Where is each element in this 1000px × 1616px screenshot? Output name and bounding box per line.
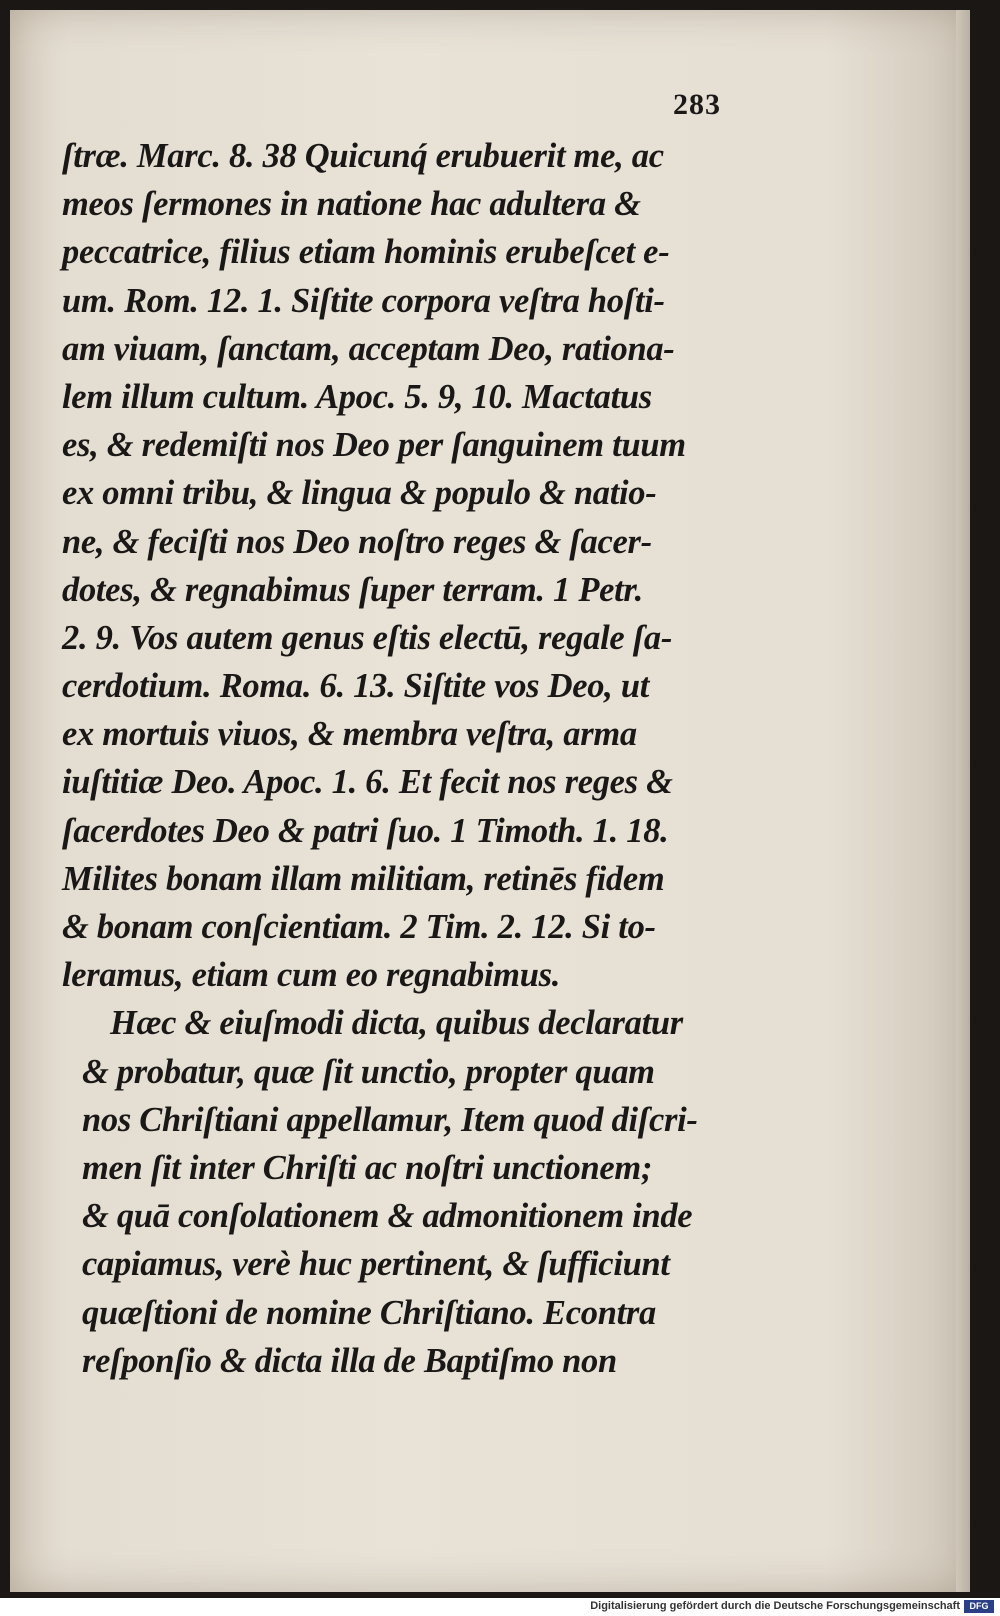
text-line: peccatrice, filius etiam hominis erubeſcet e-	[62, 233, 670, 272]
paragraph-first-line: Hæc & eiuſmodi dicta, quibus declaratur	[110, 1004, 683, 1043]
text-line: dotes, & regnabimus ſuper terram. 1 Petr.	[62, 570, 643, 609]
text-line: 2. 9. Vos autem genus eſtis electū, regale ſa-	[62, 618, 673, 657]
text-line: lem illum cultum. Apoc. 5. 9, 10. Mactatus	[62, 377, 652, 416]
dfg-logo: DFG	[964, 1600, 994, 1613]
text-line: ne, & feciſti nos Deo noſtro reges & ſacer-	[62, 522, 652, 561]
text-line: es, & redemiſti nos Deo per ſanguinem tuum	[62, 426, 686, 465]
text-line: Milites bonam illam militiam, retinēs fidem	[62, 859, 665, 898]
text-line: & probatur, quæ ſit unctio, propter quam	[82, 1052, 655, 1091]
text-line: meos ſermones in natione hac adultera &	[62, 185, 641, 224]
text-line: quæſtioni de nomine Chriſtiano. Econtra	[82, 1293, 656, 1332]
text-line: ex omni tribu, & lingua & populo & natio-	[62, 474, 657, 513]
text-line: & bonam conſcientiam. 2 Tim. 2. 12. Si to-	[62, 908, 656, 946]
text-line: reſponſio & dicta illa de Baptiſmo non	[82, 1341, 617, 1380]
text-line: men ſit inter Chriſti ac noſtri unctionem;	[82, 1148, 653, 1187]
text-line: capiamus, verè huc pertinent, & ſufficiunt	[82, 1245, 670, 1284]
text-line: leramus, etiam cum eo regnabimus.	[62, 956, 561, 995]
funding-credit: Digitalisierung gefördert durch die Deutsche Forschungsgemeinschaft	[590, 1600, 960, 1612]
book-page	[10, 10, 970, 1592]
text-block	[62, 132, 752, 1385]
text-line: am viuam, ſanctam, acceptam Deo, rationa-	[62, 329, 675, 368]
text-line: iuſtitiæ Deo. Apoc. 1. 6. Et fecit nos reges &	[62, 763, 673, 802]
page-number: 283	[673, 88, 721, 121]
text-line: um. Rom. 12. 1. Siſtite corpora veſtra hoſti-	[62, 281, 665, 320]
footer-bar	[0, 1598, 1000, 1616]
text-line: ſacerdotes Deo & patri ſuo. 1 Timoth. 1. 18.	[62, 811, 669, 850]
page-edge	[956, 10, 970, 1592]
text-line: cerdotium. Roma. 6. 13. Siſtite vos Deo, ut	[62, 667, 650, 706]
text-line: & quā conſolationem & admonitionem inde	[82, 1197, 693, 1236]
text-line: ſtræ. Marc. 8. 38 Quicunq́ erubuerit me, ac	[62, 137, 664, 175]
text-line: nos Chriſtiani appellamur, Item quod diſcri-	[82, 1100, 698, 1139]
text-line: ex mortuis viuos, & membra veſtra, arma	[62, 715, 637, 754]
